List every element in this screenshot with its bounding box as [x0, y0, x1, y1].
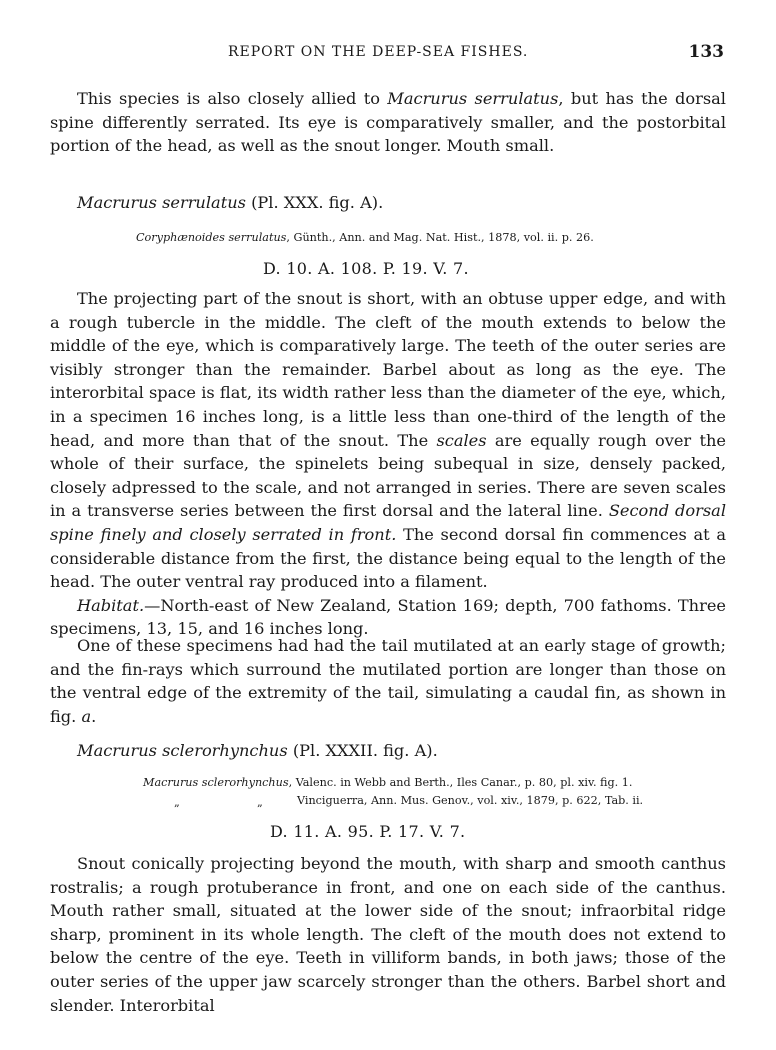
species2-synonym-1 [143, 776, 632, 789]
species2-name: Macrurus sclerorhynchus [77, 741, 288, 760]
species1-desc-part1: The projecting part of the snout is short, with an obtuse upper edge, and with a rough tubercle in the middle. The cleft of the mouth extends to below the middle of the eye, which is comparatively large. The teeth of the outer series are visibly stronger than the remainder. Barbel about as long as the eye. The interorbital space is flat, its width rather less than the diameter of the eye, which, in a specimen 16 inches long, is a little less than one-third of the length of the head, and more than that of the snout. The [50, 289, 726, 450]
species1-name: Macrurus serrulatus [77, 193, 246, 212]
species2-description [50, 852, 726, 1017]
species2-synonym1-ref: , Valenc. in Webb and Berth., Iles Canar., p. 80, pl. xiv. fig. 1. [288, 776, 633, 789]
species1-note [50, 634, 726, 728]
species1-dorsal-italic: Second dorsal spine finely and closely serrated in front. [50, 501, 726, 544]
species1-fin-formula: D. 10. A. 108. P. 19. V. 7. [263, 259, 469, 278]
intro-text-before: This species is also closely allied to [77, 89, 388, 108]
species1-habitat-label: Habitat. [77, 595, 145, 615]
species1-plate: (Pl. XXX. fig. A). [251, 193, 384, 212]
species1-note-end: . [91, 706, 97, 726]
species2-fin-formula: D. 11. A. 95. P. 17. V. 7. [270, 822, 466, 841]
species1-synonym [136, 231, 594, 244]
page-number: 133 [688, 42, 724, 62]
intro-species-name: Macrurus serrulatus [387, 89, 559, 108]
species1-synonym-name: Coryphænoides serrulatus [136, 231, 287, 244]
species1-heading [77, 193, 383, 212]
species1-description [50, 287, 726, 641]
intro-text-after: , but has the dorsal spine differently serrated. Its eye is comparatively smaller, and the postorbital portion of the head, as well as the snout longer. Mouth small. [50, 89, 726, 156]
species1-scales-word: scales [436, 430, 487, 450]
species2-description-text: Snout conically projecting beyond the mouth, with sharp and smooth canthus rostralis; a rough protuberance in front, and one on each side of the canthus. Mouth rather small, situated at the lower side of the snout; infraorbital ridge sharp, prominent in its whole length. The cleft of the mouth does not extend to below the centre of the eye. Teeth in villiform bands, in both jaws; those of the outer series of the upper jaw scarcely stronger than the others. Barbel short and slender. Interorbital [50, 854, 726, 1015]
species1-synonym-ref: , Günth., Ann. and Mag. Nat. Hist., 1878, vol. ii. p. 26. [286, 231, 594, 244]
species2-synonym-2: Vinciguerra, Ann. Mus. Genov., vol. xiv., 1879, p. 622, Tab. ii. [297, 794, 644, 807]
species2-synonym1-name: Macrurus sclerorhynchus [143, 776, 289, 789]
species1-note-text: One of these specimens had had the tail mutilated at an early stage of growth; and the fin-rays which surround the mutilated portion are longer than those on the ventral edge of the extremity of the tail, simulating a caudal fin, as shown in fig. [50, 636, 726, 726]
ditto-mark-2: „ [257, 796, 263, 809]
species1-note-fig: a [81, 706, 92, 726]
running-head: REPORT ON THE DEEP-SEA FISHES. [228, 44, 529, 60]
species2-plate: (Pl. XXXII. fig. A). [292, 741, 438, 760]
ditto-mark-1: „ [174, 796, 180, 809]
species2-heading [77, 741, 438, 760]
species1-desc-part2: are equally rough over the whole of their surface, the spinelets being subequal in size, densely packed, closely adpressed to the scale, and not arranged in series. There are seven scales in a transverse series between the first dorsal and the lateral line. [50, 430, 726, 521]
species1-habitat-text: —North-east of New Zealand, Station 169; depth, 700 fathoms. Three specimens, 13, 15, and 16 inches long. [50, 595, 726, 639]
species1-desc-part3: The second dorsal fin commences at a considerable distance from the first, the distance being equal to the length of the head. The outer ventral ray produced into a filament. [50, 524, 726, 592]
intro-paragraph [50, 87, 726, 158]
